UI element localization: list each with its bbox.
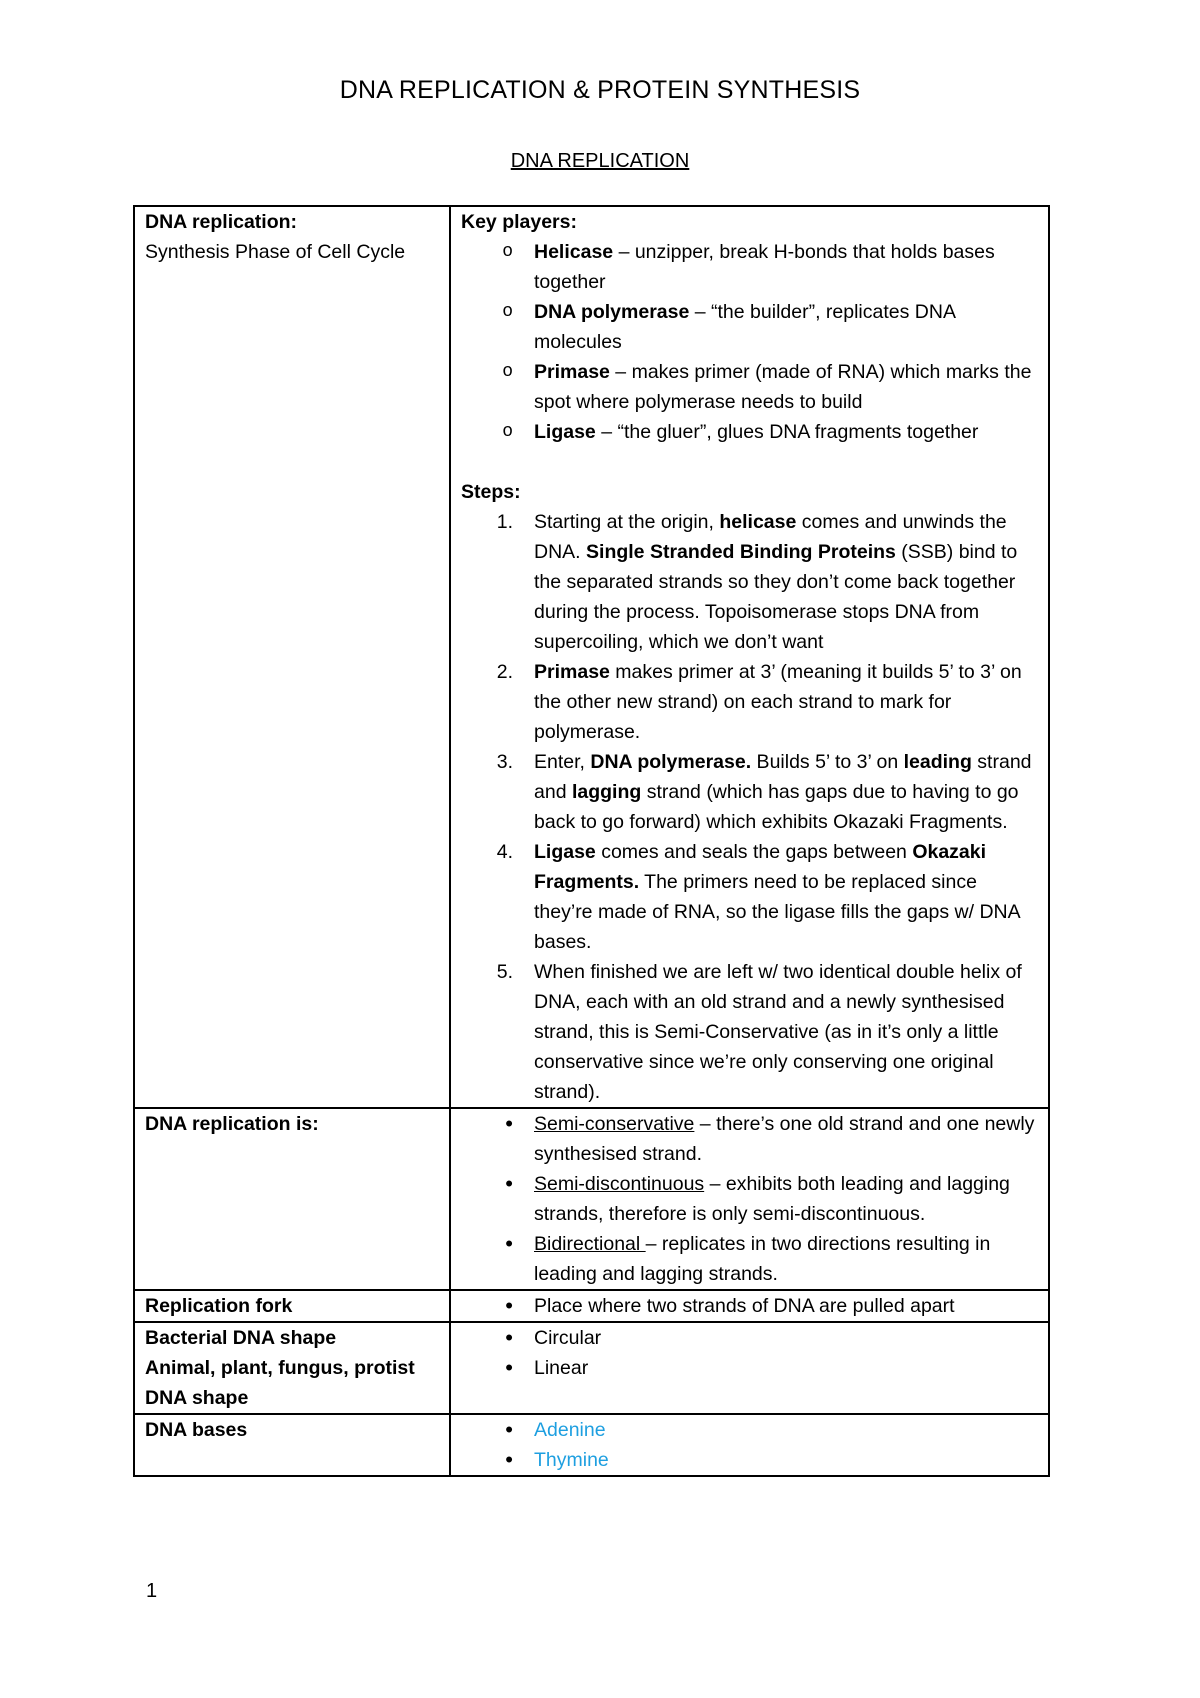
base-thymine: Thymine (534, 1449, 609, 1471)
replication-properties-list (461, 1109, 1038, 1289)
page-number: 1 (146, 1580, 158, 1602)
list-item (461, 1415, 1038, 1445)
list-item: • Semi-discontinuous – exhibits both leading and lagging strands, therefore is only semi-discontinuous. (461, 1169, 1038, 1229)
fork-content (450, 1290, 1049, 1322)
circle-bullet-icon: o (502, 302, 513, 322)
step-item: 5. When finished we are left w/ two identical double helix of DNA, each with an old strand and a newly synthesised strand, this is Semi-Conservative (as in it’s only a little conservative since we’re only conserving one original strand). (496, 961, 1022, 1103)
bullet-icon: • (505, 1293, 513, 1318)
bullet-icon: • (505, 1111, 513, 1136)
list-item: • Place where two strands of DNA are pulled apart (461, 1291, 1038, 1321)
dna-bases-label: DNA bases (134, 1414, 450, 1476)
section-title: DNA REPLICATION (510, 150, 690, 172)
key-players-heading: Key players: (461, 211, 577, 233)
overview-content-cell (450, 206, 1049, 1108)
steps-heading: Steps: (461, 481, 521, 503)
bullet-icon: • (505, 1171, 513, 1196)
step-item: 3. Enter, DNA polymerase. Builds 5’ to 3’ on leading strand and lagging strand (which has gaps due to having to go back to go forward) which exhibits Okazaki Fragments. (496, 751, 1032, 833)
list-item: o Ligase – “the gluer”, glues DNA fragments together (461, 417, 1038, 447)
base-adenine: Adenine (534, 1419, 606, 1441)
bullet-icon: • (505, 1355, 513, 1380)
list-item: o DNA polymerase – “the builder”, replicates DNA molecules (461, 297, 1038, 357)
replication-is-content (450, 1108, 1049, 1290)
list-item: • Linear (461, 1353, 1038, 1383)
overview-heading: DNA replication: (145, 211, 298, 233)
list-item: • Bidirectional – replicates in two directions resulting in leading and lagging strands. (461, 1229, 1038, 1289)
circle-bullet-icon: o (502, 362, 513, 382)
key-players-list (461, 237, 1038, 447)
page-title: DNA REPLICATION & PROTEIN SYNTHESIS (339, 76, 861, 104)
table-row-replication-is (134, 1108, 1049, 1290)
list-item: o Helicase – unzipper, break H-bonds that holds bases together (461, 237, 1038, 297)
step-item: 4. Ligase comes and seals the gaps between Okazaki Fragments. The primers need to be replaced since they’re made of RNA, so the ligase fills the gaps w/ DNA bases. (496, 841, 1020, 953)
overview-label-cell (134, 206, 450, 1108)
list-item: o Primase – makes primer (made of RNA) which marks the spot where polymerase needs to build (461, 357, 1038, 417)
dna-shape-label: Bacterial DNA shape Animal, plant, fungus, protist DNA shape (134, 1322, 450, 1414)
fork-label: Replication fork (134, 1290, 450, 1322)
bullet-icon: • (505, 1325, 513, 1350)
list-item: • Circular (461, 1323, 1038, 1353)
bullet-icon: • (505, 1447, 513, 1472)
bullet-icon: • (505, 1231, 513, 1256)
table-row-overview (134, 206, 1049, 1108)
dna-shape-content (450, 1322, 1049, 1414)
step-item: 2. Primase makes primer at 3’ (meaning it builds 5’ to 3’ on the other new strand) on each strand to mark for polymerase. (496, 661, 1022, 743)
table-row-dna-bases (134, 1414, 1049, 1476)
bullet-icon: • (505, 1417, 513, 1442)
replication-is-label: DNA replication is: (134, 1108, 450, 1290)
list-item (461, 1445, 1038, 1475)
table-row-fork (134, 1290, 1049, 1322)
list-item: • Semi-conservative – there’s one old strand and one newly synthesised strand. (461, 1109, 1038, 1169)
table-row-dna-shape (134, 1322, 1049, 1414)
step-item: 1. Starting at the origin, helicase comes and unwinds the DNA. Single Stranded Binding Proteins (SSB) bind to the separated strands so they don’t come back together during the process. Topoisomerase stops DNA from supercoiling, which we don’t want (496, 511, 1018, 653)
overview-subtext: Synthesis Phase of Cell Cycle (145, 241, 406, 263)
circle-bullet-icon: o (502, 242, 513, 262)
circle-bullet-icon: o (502, 422, 513, 442)
dna-bases-content (450, 1414, 1049, 1476)
steps-list (461, 507, 1038, 1107)
notes-table (133, 205, 1050, 1477)
